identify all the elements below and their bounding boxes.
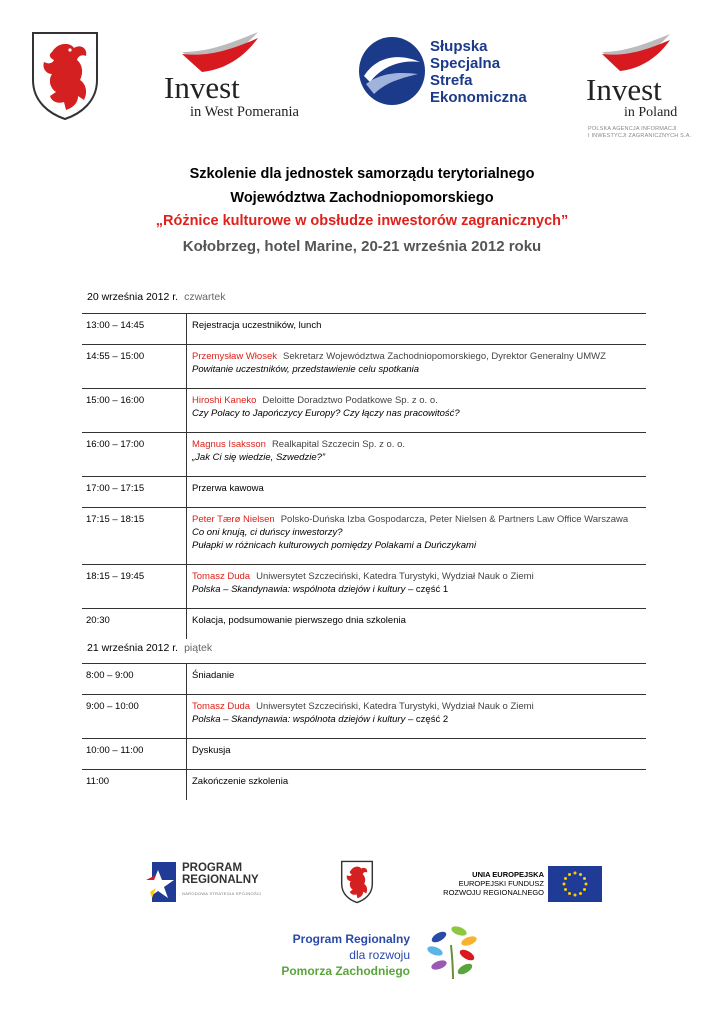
prz-logo (281, 925, 490, 985)
time-cell: 17:15 – 18:15 (82, 508, 187, 565)
talk-topic: Czy Polacy to Japończycy Europy? Czy łączy nas pracowitość? (192, 408, 460, 419)
description-cell: Rejestracja uczestników, lunch (187, 314, 647, 345)
speaker-name: Hiroshi Kaneko (192, 395, 257, 406)
talk-topic: Polska – Skandynawia: wspólnota dziejów i kultury (192, 714, 406, 725)
speaker-name: Przemysław Włosek (192, 351, 277, 362)
table-row (82, 389, 646, 433)
agency-line-2: I INWESTYCJI ZAGRANICZNYCH S.A. (588, 133, 692, 139)
ssse-line-3: Strefa (430, 72, 473, 89)
table-row (82, 433, 646, 477)
training-title: Szkolenie dla jednostek samorządu terytorialnego (189, 166, 535, 182)
day-1-date: 20 września 2012 r. (87, 291, 179, 303)
region-name: in West Pomerania (190, 104, 299, 120)
program-line-2: REGIONALNY (182, 874, 259, 886)
day-1-weekday: czwartek (184, 291, 226, 303)
table-row (82, 565, 646, 609)
day-1-header (87, 291, 226, 303)
invest-in-poland-logo (586, 32, 696, 144)
flag-swoosh-icon (180, 30, 260, 75)
program-subtitle: NARODOWA STRATEGIA SPÓJNOŚCI (182, 891, 262, 896)
speaker-name: Tomasz Duda (192, 701, 251, 712)
description-cell (187, 508, 647, 565)
table-row (82, 770, 646, 801)
griffin-icon (340, 860, 374, 904)
ssse-line-4: Ekonomiczna (430, 89, 527, 106)
talk-topic: „Jak Ci się wiedzie, Szwedzie?” (192, 452, 326, 463)
time-cell: 8:00 – 9:00 (82, 664, 187, 695)
eu-line-1: UNIA EUROPEJSKA (472, 870, 544, 879)
speaker-affiliation: Deloitte Doradztwo Podatkowe Sp. z o. o. (262, 395, 438, 406)
time-cell: 13:00 – 14:45 (82, 314, 187, 345)
eu-line-3: ROZWOJU REGIONALNEGO (443, 888, 544, 897)
speaker-affiliation: Polsko-Duńska Izba Gospodarcza, Peter Nielsen & Partners Law Office Warszawa (280, 514, 629, 525)
description-cell (187, 433, 647, 477)
talk-topic: Co oni knują, ci duńscy inwestorzy? (192, 527, 343, 538)
description-cell: Kolacja, podsumowanie pierwszego dnia szkolenia (187, 609, 647, 640)
ssse-logo (358, 36, 568, 114)
program-regionalny-logo (142, 860, 302, 910)
description-cell (187, 345, 647, 389)
topic-title: „Różnice kulturowe w obsłudze inwestorów zagranicznych” (155, 213, 569, 229)
table-row (82, 345, 646, 389)
table-row (82, 477, 646, 508)
program-line-1: PROGRAM (182, 862, 243, 874)
speaker-name: Magnus Isaksson (192, 439, 266, 450)
description-cell (187, 565, 647, 609)
time-cell: 20:30 (82, 609, 187, 640)
place-date: Kołobrzeg, hotel Marine, 20-21 września 2012 roku (182, 238, 542, 255)
time-cell: 15:00 – 16:00 (82, 389, 187, 433)
flag-swoosh-icon (600, 32, 672, 74)
country-name: in Poland (624, 105, 678, 120)
day-2-date: 21 września 2012 r. (87, 642, 179, 654)
invest-word: Invest (164, 70, 240, 105)
ssse-line-1: Słupska (430, 38, 488, 55)
speaker-name: Peter Tærø Nielsen (192, 514, 275, 525)
griffin-coat-of-arms (30, 30, 100, 122)
talk-topic: Polska – Skandynawia: wspólnota dziejów i kultury (192, 584, 406, 595)
nss-star-icon (142, 862, 176, 902)
table-row (82, 609, 646, 640)
table-row (82, 508, 646, 565)
time-cell: 16:00 – 17:00 (82, 433, 187, 477)
leaf-tree-icon (425, 925, 481, 981)
description-cell: Zakończenie szkolenia (187, 770, 647, 801)
eu-line-2: EUROPEJSKI FUNDUSZ (458, 879, 544, 888)
table-row (82, 314, 646, 345)
time-cell: 11:00 (82, 770, 187, 801)
table-row (82, 695, 646, 739)
day-2-schedule (82, 663, 646, 800)
eu-flag-icon (548, 866, 602, 902)
description-cell: Dyskusja (187, 739, 647, 770)
prz-line-3: Pomorza Zachodniego (281, 964, 410, 978)
time-cell: 18:15 – 19:45 (82, 565, 187, 609)
day-1-schedule (82, 313, 646, 639)
invest-word: Invest (586, 72, 662, 107)
speaker-affiliation: Sekretarz Województwa Zachodniopomorskiego, Dyrektor Generalny UMWZ (283, 351, 606, 362)
talk-part: – część 1 (405, 584, 449, 595)
talk-topic: Powitanie uczestników, przedstawienie celu spotkania (192, 364, 420, 375)
day-2-header (87, 642, 212, 654)
speaker-name: Tomasz Duda (192, 571, 251, 582)
voivodeship-title: Województwa Zachodniopomorskiego (230, 190, 494, 206)
table-row (82, 739, 646, 770)
ssse-line-2: Specjalna (430, 55, 501, 72)
day-2-weekday: piątek (184, 642, 213, 654)
agency-line-1: POLSKA AGENCJA INFORMACJI (588, 126, 677, 132)
table-row (82, 664, 646, 695)
description-cell (187, 389, 647, 433)
time-cell: 9:00 – 10:00 (82, 695, 187, 739)
time-cell: 14:55 – 15:00 (82, 345, 187, 389)
speaker-affiliation: Uniwersytet Szczeciński, Katedra Turystyki, Wydział Nauk o Ziemi (256, 571, 534, 582)
prz-line-2: dla rozwoju (349, 948, 410, 962)
eu-fund-logo (428, 866, 602, 902)
ssse-emblem-icon (358, 36, 426, 106)
talk-topic-2: Pułapki w różnicach kulturowych pomiędzy Polakami a Duńczykami (192, 540, 477, 551)
speaker-affiliation: Realkapital Szczecin Sp. z o. o. (271, 439, 406, 450)
description-cell: Śniadanie (187, 664, 647, 695)
invest-west-pomerania-logo (160, 30, 330, 122)
griffin-icon (30, 30, 100, 122)
time-cell: 17:00 – 17:15 (82, 477, 187, 508)
description-cell: Przerwa kawowa (187, 477, 647, 508)
description-cell (187, 695, 647, 739)
speaker-affiliation: Uniwersytet Szczeciński, Katedra Turystyki, Wydział Nauk o Ziemi (256, 701, 534, 712)
prz-line-1: Program Regionalny (292, 932, 410, 946)
time-cell: 10:00 – 11:00 (82, 739, 187, 770)
talk-part: – część 2 (405, 714, 449, 725)
griffin-coat-of-arms-small (340, 860, 374, 904)
